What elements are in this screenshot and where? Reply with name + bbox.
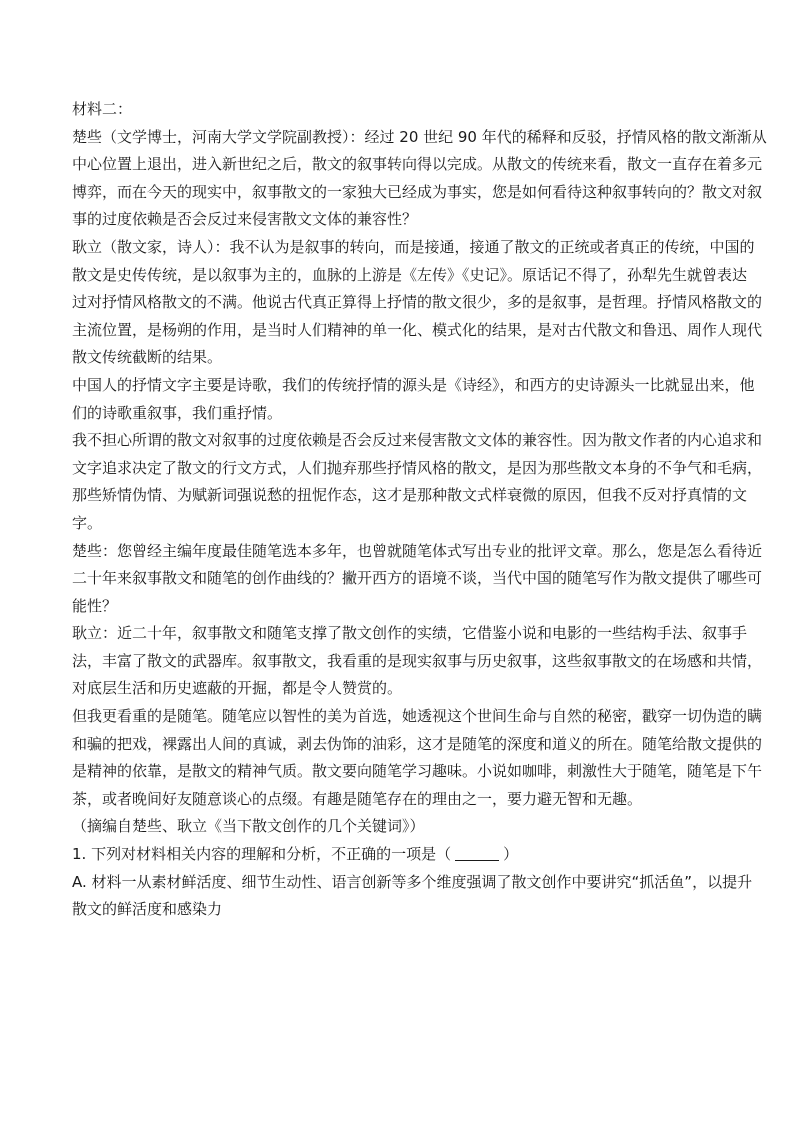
question-stem-end: ） [503, 845, 519, 864]
paragraph-chuxie-question-2 [72, 538, 763, 621]
text-line: 主流位置，是杨朔的作用，是当时人们精神的单一化、模式化的结果，是对古代散文和鲁迅、周作人现代 [72, 320, 763, 339]
text-line: 是精神的依靠，是散文的精神气质。散文要向随笔学习趣味。小说如咖啡，刺激性大于随笔，随笔是下午 [72, 762, 763, 781]
question-1 [72, 841, 724, 869]
text-line: 字。 [72, 513, 103, 532]
text-line: 中国人的抒情文字主要是诗歌，我们的传统抒情的源头是《诗经》，和西方的史诗源头一比就显出来，他 [72, 375, 755, 394]
document-page [72, 96, 767, 924]
paragraph-lyric-tradition [72, 372, 755, 427]
paragraph-chuxie-question-1 [72, 124, 767, 234]
text-line: 事的过度依赖是否会反过来侵害散文文体的兼容性？ [72, 210, 418, 229]
text-line: 过对抒情风格散文的不满。他说古代真正算得上抒情的散文很少，多的是叙事，是哲理。抒情风格散文的 [72, 293, 763, 312]
paragraph-compatibility [72, 427, 763, 537]
text-line: 二十年来叙事散文和随笔的创作曲线的？撇开西方的语境不谈，当代中国的随笔写作为散文提供了哪些可 [72, 569, 763, 588]
text-line: 楚些（文学博士，河南大学文学院副教授）：经过 20 世纪 90 年代的稀释和反驳，抒情风格的散文渐渐从 [72, 127, 767, 146]
text-line: 中心位置上退出，进入新世纪之后，散文的叙事转向得以完成。从散文的传统来看，散文一直存在着多元 [72, 155, 763, 174]
text-line: 耿立：近二十年，叙事散文和随笔支撑了散文创作的实绩，它借鉴小说和电影的一些结构手法、叙事手 [72, 624, 748, 643]
text-line: 散文的鲜活度和感染力 [72, 900, 223, 919]
paragraph-gengli-answer-2 [72, 620, 763, 703]
text-line: 和骗的把戏，裸露出人间的真诚，剥去伪饰的油彩，这才是随笔的深度和道义的所在。随笔给散文提供的 [72, 734, 763, 753]
paragraph-essay-value [72, 703, 763, 813]
question-stem: 1. 下列对材料相关内容的理解和分析，不正确的一项是（ [72, 845, 452, 864]
text-line: 楚些：您曾经主编年度最佳随笔选本多年，也曾就随笔体式写出专业的批评文章。那么，您是怎么看待近 [72, 541, 763, 560]
text-line: A. 材料一从素材鲜活度、细节生动性、语言创新等多个维度强调了散文创作中要讲究“抓活鱼”，以提升 [72, 872, 753, 891]
text-line: 耿立（散文家，诗人）：我不认为是叙事的转向，而是接通，接通了散文的正统或者真正的传统，中国的 [72, 237, 755, 256]
text-line: 茶，或者晚间好友随意谈心的点缀。有趣是随笔存在的理由之一，要力避无智和无趣。 [72, 789, 643, 808]
text-line: 散文是史传传统，是以叙事为主的，血脉的上游是《左传》《史记》。原话记不得了，孙犁先生就曾表达 [72, 265, 748, 284]
section-heading: 材料二： [72, 100, 133, 118]
answer-blank[interactable] [455, 846, 499, 861]
text-line: 对底层生活和历史遮蔽的开掘，都是令人赞赏的。 [72, 679, 403, 698]
text-line: 那些矫情伪情、为赋新词强说愁的扭怩作态，这才是那种散文式样衰微的原因，但我不反对抒真情的文 [72, 486, 748, 505]
text-line: 们的诗歌重叙事，我们重抒情。 [72, 403, 283, 422]
source-citation: （摘编自楚些、耿立《当下散文创作的几个关键词》） [72, 817, 425, 836]
text-line: 但我更看重的是随笔。随笔应以智性的美为首选，她透视这个世间生命与自然的秘密，戳穿一切伪造的瞒 [72, 707, 763, 726]
text-line: 法，丰富了散文的武器库。叙事散文，我看重的是现实叙事与历史叙事，这些叙事散文的在场感和共情， [72, 651, 763, 670]
text-line: 散文传统截断的结果。 [72, 348, 223, 367]
text-line: 博弈，而在今天的现实中，叙事散文的一家独大已经成为事实，您是如何看待这种叙事转向的？散文对叙 [72, 182, 763, 201]
option-a [72, 869, 753, 924]
text-line: 能性？ [72, 596, 118, 615]
text-line: 我不担心所谓的散文对叙事的过度依赖是否会反过来侵害散文文体的兼容性。因为散文作者的内心追求和 [72, 431, 763, 450]
paragraph-gengli-answer-1 [72, 234, 763, 372]
text-line: 文字追求决定了散文的行文方式，人们抛弃那些抒情风格的散文，是因为那些散文本身的不争气和毛病， [72, 458, 763, 477]
